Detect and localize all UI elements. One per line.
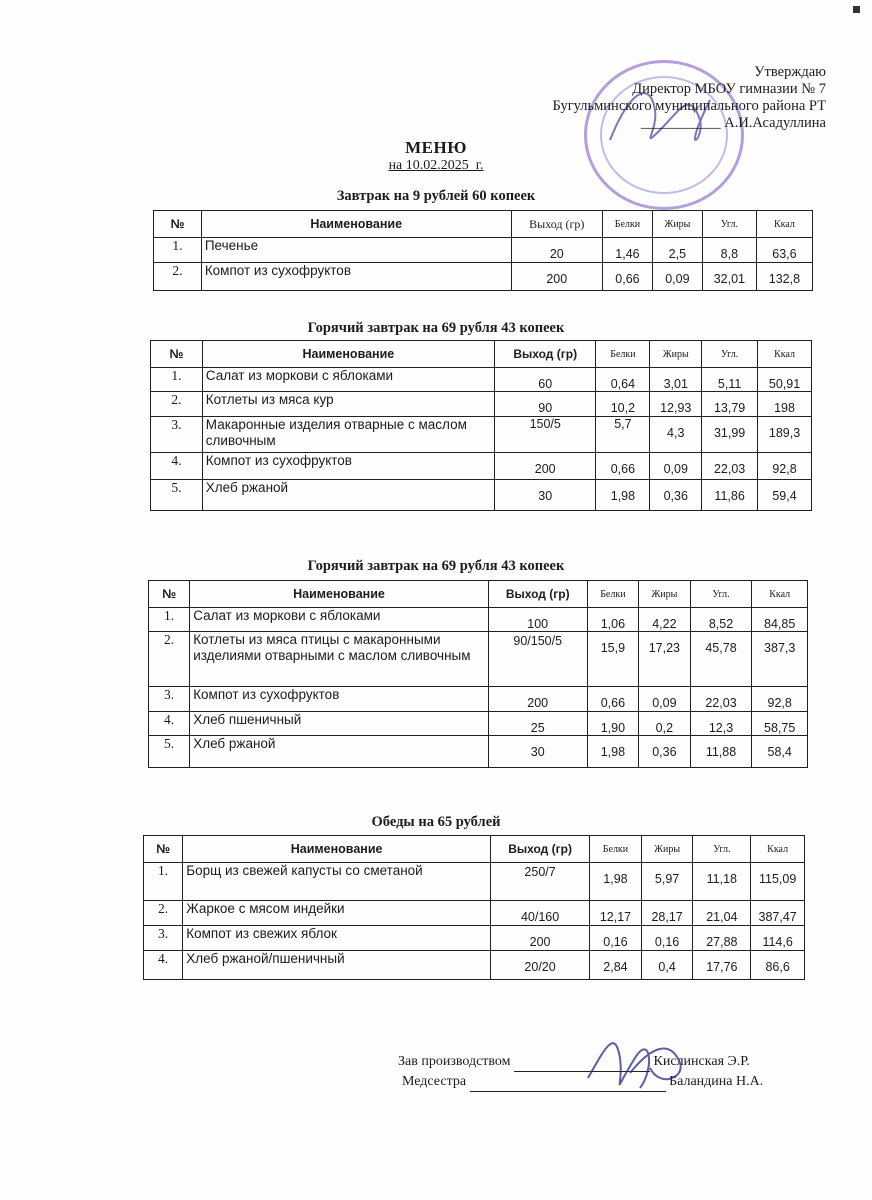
col-no: №: [144, 836, 183, 863]
row-name: Котлеты из мяса птицы с макаронными изделиями отварными с маслом сливочным: [190, 632, 489, 687]
row-kcal: 63,6: [756, 238, 812, 263]
table-row: [144, 901, 805, 926]
row-name: Макаронные изделия отварные с маслом сливочным: [202, 417, 494, 453]
row-kcal: 58,75: [752, 712, 808, 736]
col-yield: Выход (гр): [491, 836, 590, 863]
row-name: Печенье: [201, 238, 511, 263]
row-fat: 2,5: [652, 238, 702, 263]
row-kcal: 387,47: [751, 901, 805, 926]
table-row: [151, 480, 812, 511]
row-protein: 2,84: [590, 951, 642, 980]
section-title-hot-breakfast-2: Горячий завтрак на 69 рубля 43 копеек: [307, 558, 565, 574]
row-carbs: 11,88: [690, 736, 752, 768]
col-protein: Белки: [603, 211, 653, 238]
col-yield: Выход (гр): [488, 581, 587, 608]
row-protein: 1,98: [587, 736, 638, 768]
row-yield: 200: [494, 453, 596, 480]
row-fat: 0,09: [639, 687, 690, 712]
row-yield: 250/7: [491, 863, 590, 901]
row-name: Компот из сухофруктов: [202, 453, 494, 480]
row-protein: 0,64: [596, 368, 650, 392]
row-fat: 4,3: [650, 417, 702, 453]
col-kcal: Ккал: [756, 211, 812, 238]
row-carbs: 17,76: [693, 951, 751, 980]
row-carbs: 22,03: [690, 687, 752, 712]
row-no: 1.: [149, 608, 190, 632]
col-fat: Жиры: [639, 581, 690, 608]
row-kcal: 198: [758, 392, 812, 417]
row-protein: 1,98: [596, 480, 650, 511]
row-no: 5.: [149, 736, 190, 768]
page-title: МЕНЮ: [405, 138, 467, 157]
row-fat: 4,22: [639, 608, 690, 632]
row-yield: 90: [494, 392, 596, 417]
row-name: Хлеб ржаной/пшеничный: [183, 951, 491, 980]
table-row: [149, 712, 808, 736]
row-name: Жаркое с мясом индейки: [183, 901, 491, 926]
col-protein: Белки: [590, 836, 642, 863]
row-no: 4.: [144, 951, 183, 980]
table-header-row: [149, 581, 808, 608]
row-name: Салат из моркови с яблоками: [202, 368, 494, 392]
row-fat: 0,09: [652, 263, 702, 291]
row-protein: 1,06: [587, 608, 638, 632]
row-name: Котлеты из мяса кур: [202, 392, 494, 417]
row-fat: 0,36: [639, 736, 690, 768]
row-kcal: 189,3: [758, 417, 812, 453]
col-fat: Жиры: [652, 211, 702, 238]
table-row: [149, 687, 808, 712]
row-fat: 0,4: [641, 951, 693, 980]
approval-line-4: ___________ А.И.Асадуллина: [640, 115, 826, 131]
row-no: 2.: [144, 901, 183, 926]
col-no: №: [149, 581, 190, 608]
section-title-breakfast: Завтрак на 9 рублей 60 копеек: [336, 188, 536, 204]
row-no: 3.: [151, 417, 203, 453]
table-row: [154, 238, 813, 263]
table-row: [144, 863, 805, 901]
col-kcal: Ккал: [751, 836, 805, 863]
corner-mark: [853, 6, 860, 13]
nurse-label: Медсестра: [402, 1074, 467, 1089]
col-fat: Жиры: [650, 341, 702, 368]
col-protein: Белки: [587, 581, 638, 608]
row-no: 2.: [151, 392, 203, 417]
row-kcal: 92,8: [752, 687, 808, 712]
row-yield: 20: [511, 238, 602, 263]
row-carbs: 32,01: [702, 263, 756, 291]
table-header-row: [154, 211, 813, 238]
production-name: Кислинская Э.Р.: [653, 1054, 750, 1069]
row-carbs: 5,11: [702, 368, 758, 392]
row-carbs: 8,8: [702, 238, 756, 263]
row-kcal: 50,91: [758, 368, 812, 392]
col-name: Наименование: [202, 341, 494, 368]
row-yield: 150/5: [494, 417, 596, 453]
col-carbs: Угл.: [690, 581, 752, 608]
table-row: [149, 608, 808, 632]
table-row: [144, 926, 805, 951]
row-name: Борщ из свежей капусты со сметаной: [183, 863, 491, 901]
row-yield: 40/160: [491, 901, 590, 926]
row-protein: 0,16: [590, 926, 642, 951]
row-protein: 10,2: [596, 392, 650, 417]
approval-line-3: Бугульминского муниципального района РТ: [552, 98, 826, 114]
row-yield: 30: [494, 480, 596, 511]
row-fat: 0,2: [639, 712, 690, 736]
row-protein: 0,66: [603, 263, 653, 291]
row-protein: 0,66: [596, 453, 650, 480]
row-protein: 15,9: [587, 632, 638, 687]
row-no: 1.: [154, 238, 202, 263]
row-fat: 0,36: [650, 480, 702, 511]
table-row: [151, 417, 812, 453]
col-name: Наименование: [183, 836, 491, 863]
section-title-lunch: Обеды на 65 рублей: [371, 814, 501, 830]
col-no: №: [151, 341, 203, 368]
col-protein: Белки: [596, 341, 650, 368]
row-no: 3.: [144, 926, 183, 951]
row-no: 3.: [149, 687, 190, 712]
row-yield: 200: [511, 263, 602, 291]
table-row: [151, 368, 812, 392]
table-row: [149, 736, 808, 768]
table-row: [149, 632, 808, 687]
row-kcal: 387,3: [752, 632, 808, 687]
row-name: Хлеб ржаной: [190, 736, 489, 768]
col-kcal: Ккал: [752, 581, 808, 608]
row-yield: 30: [488, 736, 587, 768]
row-fat: 0,16: [641, 926, 693, 951]
row-yield: 200: [488, 687, 587, 712]
row-no: 2.: [154, 263, 202, 291]
row-kcal: 132,8: [756, 263, 812, 291]
row-name: Компот из сухофруктов: [201, 263, 511, 291]
col-name: Наименование: [190, 581, 489, 608]
row-protein: 1,46: [603, 238, 653, 263]
row-carbs: 12,3: [690, 712, 752, 736]
row-fat: 5,97: [641, 863, 693, 901]
row-carbs: 27,88: [693, 926, 751, 951]
row-carbs: 31,99: [702, 417, 758, 453]
table-header-row: [151, 341, 812, 368]
col-name: Наименование: [201, 211, 511, 238]
table-row: [151, 392, 812, 417]
row-name: Компот из сухофруктов: [190, 687, 489, 712]
row-yield: 90/150/5: [488, 632, 587, 687]
row-kcal: 92,8: [758, 453, 812, 480]
row-yield: 60: [494, 368, 596, 392]
table-header-row: [144, 836, 805, 863]
footer-production: [398, 1052, 750, 1072]
row-fat: 28,17: [641, 901, 693, 926]
nurse-name: Баландина Н.А.: [669, 1074, 764, 1089]
row-carbs: 22,03: [702, 453, 758, 480]
row-carbs: 8,52: [690, 608, 752, 632]
approval-line-1: Утверждаю: [754, 64, 826, 80]
row-protein: 0,66: [587, 687, 638, 712]
col-no: №: [154, 211, 202, 238]
production-label: Зав производством: [398, 1054, 511, 1069]
table-row: [144, 951, 805, 980]
row-yield: 200: [491, 926, 590, 951]
menu-date: на 10.02.2025_г.: [388, 158, 484, 173]
col-carbs: Угл.: [702, 341, 758, 368]
row-carbs: 45,78: [690, 632, 752, 687]
row-fat: 0,09: [650, 453, 702, 480]
breakfast-table: [153, 210, 813, 291]
row-kcal: 84,85: [752, 608, 808, 632]
row-protein: 1,98: [590, 863, 642, 901]
row-yield: 20/20: [491, 951, 590, 980]
row-name: Салат из моркови с яблоками: [190, 608, 489, 632]
row-no: 1.: [151, 368, 203, 392]
row-fat: 12,93: [650, 392, 702, 417]
row-no: 2.: [149, 632, 190, 687]
row-no: 4.: [149, 712, 190, 736]
table-row: [151, 453, 812, 480]
approval-line-2: Директор МБОУ гимназии № 7: [632, 81, 826, 97]
row-protein: 5,7: [596, 417, 650, 453]
row-fat: 17,23: [639, 632, 690, 687]
col-carbs: Угл.: [702, 211, 756, 238]
col-fat: Жиры: [641, 836, 693, 863]
row-kcal: 86,6: [751, 951, 805, 980]
row-yield: 25: [488, 712, 587, 736]
col-yield: Выход (гр): [511, 211, 602, 238]
row-kcal: 58,4: [752, 736, 808, 768]
production-signature: [580, 1018, 690, 1108]
row-name: Компот из свежих яблок: [183, 926, 491, 951]
row-no: 1.: [144, 863, 183, 901]
col-carbs: Угл.: [693, 836, 751, 863]
table-row: [154, 263, 813, 291]
row-protein: 12,17: [590, 901, 642, 926]
row-carbs: 21,04: [693, 901, 751, 926]
row-fat: 3,01: [650, 368, 702, 392]
hot-breakfast-table-2: [148, 580, 808, 768]
hot-breakfast-table-1: [150, 340, 812, 511]
col-kcal: Ккал: [758, 341, 812, 368]
row-carbs: 11,18: [693, 863, 751, 901]
row-no: 5.: [151, 480, 203, 511]
row-yield: 100: [488, 608, 587, 632]
row-protein: 1,90: [587, 712, 638, 736]
row-name: Хлеб ржаной: [202, 480, 494, 511]
row-kcal: 114,6: [751, 926, 805, 951]
approval-block: [553, 64, 827, 132]
row-no: 4.: [151, 453, 203, 480]
row-kcal: 59,4: [758, 480, 812, 511]
row-name: Хлеб пшеничный: [190, 712, 489, 736]
lunch-table: [143, 835, 805, 980]
row-carbs: 11,86: [702, 480, 758, 511]
row-carbs: 13,79: [702, 392, 758, 417]
row-kcal: 115,09: [751, 863, 805, 901]
col-yield: Выход (гр): [494, 341, 596, 368]
section-title-hot-breakfast-1: Горячий завтрак на 69 рубля 43 копеек: [307, 320, 565, 336]
